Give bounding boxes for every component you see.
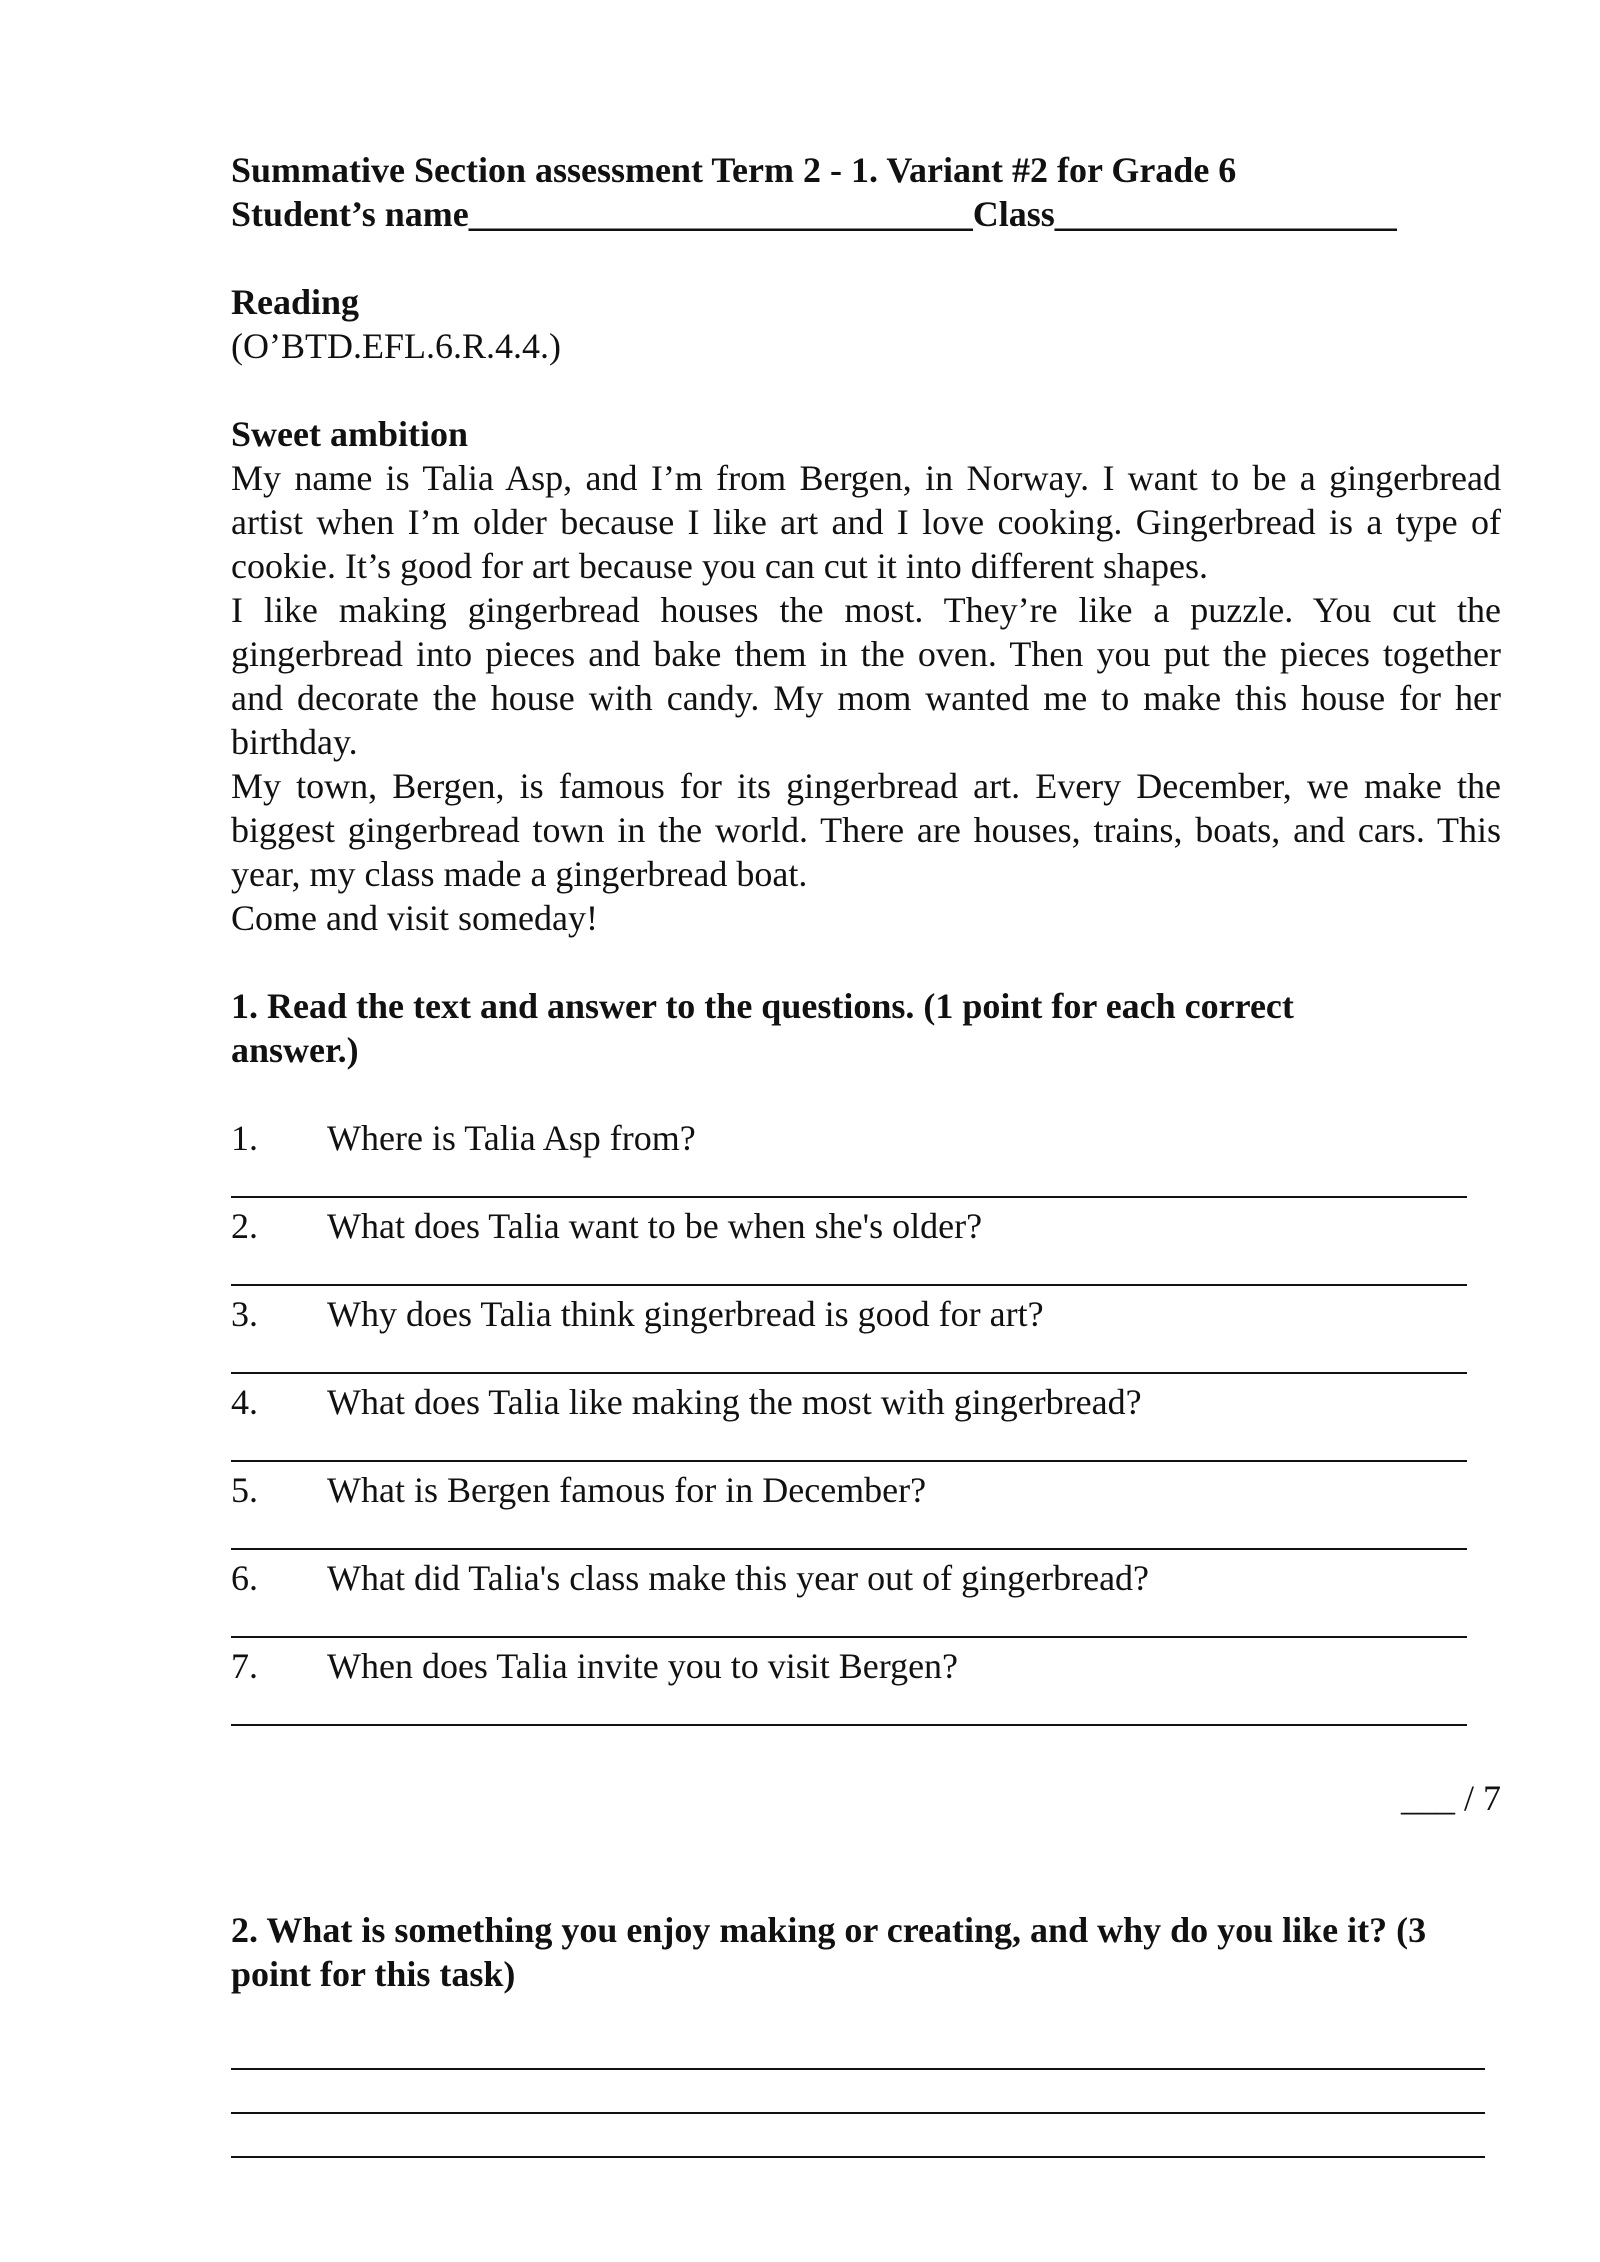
story-paragraph: My name is Talia Asp, and I’m from Bergen, in Norway. I want to be a gingerbread artist when I’m older because I like art and I love cooking. Gingerbread is a type of cookie. It’s good for art because you can cut it into different shapes. [231, 458, 1501, 586]
question-list [231, 1116, 1501, 1726]
task1-instruction: 1. Read the text and answer to the questions. (1 point for each correct answer.) [231, 986, 1294, 1070]
question-number: 2. [231, 1206, 258, 1246]
question-text: What is Bergen famous for in December? [327, 1470, 927, 1510]
task1-score: ___ / 7 [1400, 1778, 1501, 1818]
question-text: What does Talia like making the most with gingerbread? [327, 1382, 1142, 1422]
question-item [231, 1468, 1501, 1512]
question-text: Why does Talia think gingerbread is good for art? [327, 1294, 1044, 1334]
question-item [231, 1204, 1501, 1248]
question-number: 7. [231, 1646, 258, 1686]
writing-line[interactable] [231, 2114, 1485, 2158]
worksheet-page [231, 148, 1501, 2172]
assessment-title: Summative Section assessment Term 2 - 1. Variant #2 for Grade 6 [231, 150, 1237, 190]
question-item [231, 1116, 1501, 1160]
answer-line[interactable] [231, 1242, 1467, 1286]
question-text: What does Talia want to be when she's older? [327, 1206, 983, 1246]
question-number: 6. [231, 1558, 258, 1598]
answer-line[interactable] [231, 1594, 1467, 1638]
question-item [231, 1292, 1501, 1336]
question-number: 3. [231, 1294, 258, 1334]
student-name-class-line: Student’s name____________________________Class___________________ [231, 194, 1397, 234]
story-title: Sweet ambition [231, 414, 468, 454]
question-number: 4. [231, 1382, 258, 1422]
question-text: Where is Talia Asp from? [327, 1118, 696, 1158]
question-item [231, 1644, 1501, 1688]
question-number: 1. [231, 1118, 258, 1158]
story-paragraph: My town, Bergen, is famous for its gingerbread art. Every December, we make the biggest gingerbread town in the world. There are houses, trains, boats, and cars. This year, my class made a gingerbread boat. [231, 766, 1501, 894]
answer-line[interactable] [231, 1418, 1467, 1462]
question-item [231, 1556, 1501, 1600]
question-number: 5. [231, 1470, 258, 1510]
story-paragraph: Come and visit someday! [231, 898, 598, 938]
answer-line[interactable] [231, 1330, 1467, 1374]
task2-instruction: 2. What is something you enjoy making or creating, and why do you like it? (3 point for this task) [231, 1910, 1427, 1994]
answer-line[interactable] [231, 1154, 1467, 1198]
section-heading: Reading [231, 282, 360, 322]
answer-line[interactable] [231, 1682, 1467, 1726]
question-text: What did Talia's class make this year out of gingerbread? [327, 1558, 1150, 1598]
question-item [231, 1380, 1501, 1424]
question-text: When does Talia invite you to visit Bergen? [327, 1646, 959, 1686]
writing-line[interactable] [231, 2070, 1485, 2114]
curriculum-code: (O’BTD.EFL.6.R.4.4.) [231, 326, 561, 366]
writing-line[interactable] [231, 2026, 1485, 2070]
answer-line[interactable] [231, 1506, 1467, 1550]
story-paragraph: I like making gingerbread houses the most. They’re like a puzzle. You cut the gingerbread into pieces and bake them in the oven. Then you put the pieces together and decorate the house with candy. My mom wanted me to make this house for her birthday. [231, 590, 1501, 762]
